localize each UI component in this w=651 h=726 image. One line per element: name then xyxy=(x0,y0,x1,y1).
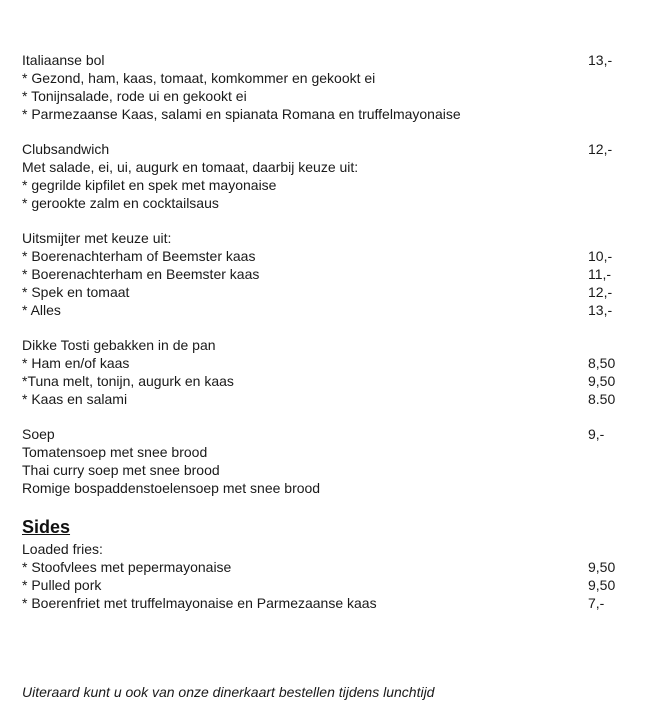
menu-line xyxy=(22,105,629,123)
menu-line xyxy=(22,372,629,390)
item-price: 12,- xyxy=(588,284,613,300)
item-text: Soep xyxy=(22,426,55,442)
item-price: 7,- xyxy=(588,595,605,611)
menu-line xyxy=(22,283,629,301)
item-text: Clubsandwich xyxy=(22,141,110,157)
item-text: * Parmezaanse Kaas, salami en spianata Romana en truffelmayonaise xyxy=(22,106,461,122)
menu-section xyxy=(22,425,629,497)
menu-line xyxy=(22,540,629,558)
item-price: 10,- xyxy=(588,248,613,264)
section-heading: Sides xyxy=(22,517,71,537)
menu-section xyxy=(22,229,629,319)
item-price: 9,50 xyxy=(588,577,616,593)
menu-line xyxy=(22,176,629,194)
menu-line xyxy=(22,479,629,497)
menu-line xyxy=(22,461,629,479)
item-price: 9,50 xyxy=(588,559,616,575)
menu-line xyxy=(22,247,629,265)
item-text: Met salade, ei, ui, augurk en tomaat, daarbij keuze uit: xyxy=(22,159,359,175)
menu-line xyxy=(22,558,629,576)
item-price: 12,- xyxy=(588,141,613,157)
item-text: * Pulled pork xyxy=(22,577,102,593)
menu-line xyxy=(22,443,629,461)
menu-line xyxy=(22,594,629,612)
footer-note: Uiteraard kunt u ook van onze dinerkaart bestellen tijdens lunchtijd xyxy=(22,684,435,700)
item-price: 8,50 xyxy=(588,355,616,371)
menu-line xyxy=(22,301,629,319)
item-price: 11,- xyxy=(588,266,612,282)
item-price: 9,50 xyxy=(588,373,616,389)
item-price: 13,- xyxy=(588,52,613,68)
item-text: * Alles xyxy=(22,302,61,318)
menu-section xyxy=(22,336,629,408)
item-price: 8.50 xyxy=(588,391,616,407)
item-text: Tomatensoep met snee brood xyxy=(22,444,208,460)
item-price: 9,- xyxy=(588,426,605,442)
menu-line xyxy=(22,158,629,176)
menu-section xyxy=(22,514,629,612)
menu-sections xyxy=(22,51,629,612)
item-text: * Ham en/of kaas xyxy=(22,355,130,371)
menu-line xyxy=(22,229,629,247)
menu-line xyxy=(22,354,629,372)
menu-line xyxy=(22,51,629,69)
menu-line xyxy=(22,265,629,283)
item-text: *Tuna melt, tonijn, augurk en kaas xyxy=(22,373,234,389)
item-text: Loaded fries: xyxy=(22,541,103,557)
item-text: * Tonijnsalade, rode ui en gekookt ei xyxy=(22,88,247,104)
menu-section xyxy=(22,140,629,212)
item-text: * Boerenfriet met truffelmayonaise en Parmezaanse kaas xyxy=(22,595,377,611)
menu-line xyxy=(22,425,629,443)
menu-line xyxy=(22,336,629,354)
menu-line xyxy=(22,69,629,87)
item-text: Romige bospaddenstoelensoep met snee brood xyxy=(22,480,321,496)
item-text: * Spek en tomaat xyxy=(22,284,130,300)
menu-line xyxy=(22,87,629,105)
item-text: * Boerenachterham en Beemster kaas xyxy=(22,266,260,282)
menu-section xyxy=(22,51,629,123)
item-text: * gerookte zalm en cocktailsaus xyxy=(22,195,219,211)
menu-line xyxy=(22,140,629,158)
item-text: Dikke Tosti gebakken in de pan xyxy=(22,337,216,353)
item-text: Uitsmijter met keuze uit: xyxy=(22,230,172,246)
item-text: Italiaanse bol xyxy=(22,52,105,68)
item-price: 13,- xyxy=(588,302,613,318)
menu-line xyxy=(22,194,629,212)
item-text: * gegrilde kipfilet en spek met mayonaise xyxy=(22,177,277,193)
item-text: Thai curry soep met snee brood xyxy=(22,462,220,478)
item-text: * Boerenachterham of Beemster kaas xyxy=(22,248,256,264)
item-text: * Stoofvlees met pepermayonaise xyxy=(22,559,232,575)
item-text: * Kaas en salami xyxy=(22,391,128,407)
menu-line xyxy=(22,390,629,408)
item-text: * Gezond, ham, kaas, tomaat, komkommer en gekookt ei xyxy=(22,70,376,86)
menu-line xyxy=(22,576,629,594)
